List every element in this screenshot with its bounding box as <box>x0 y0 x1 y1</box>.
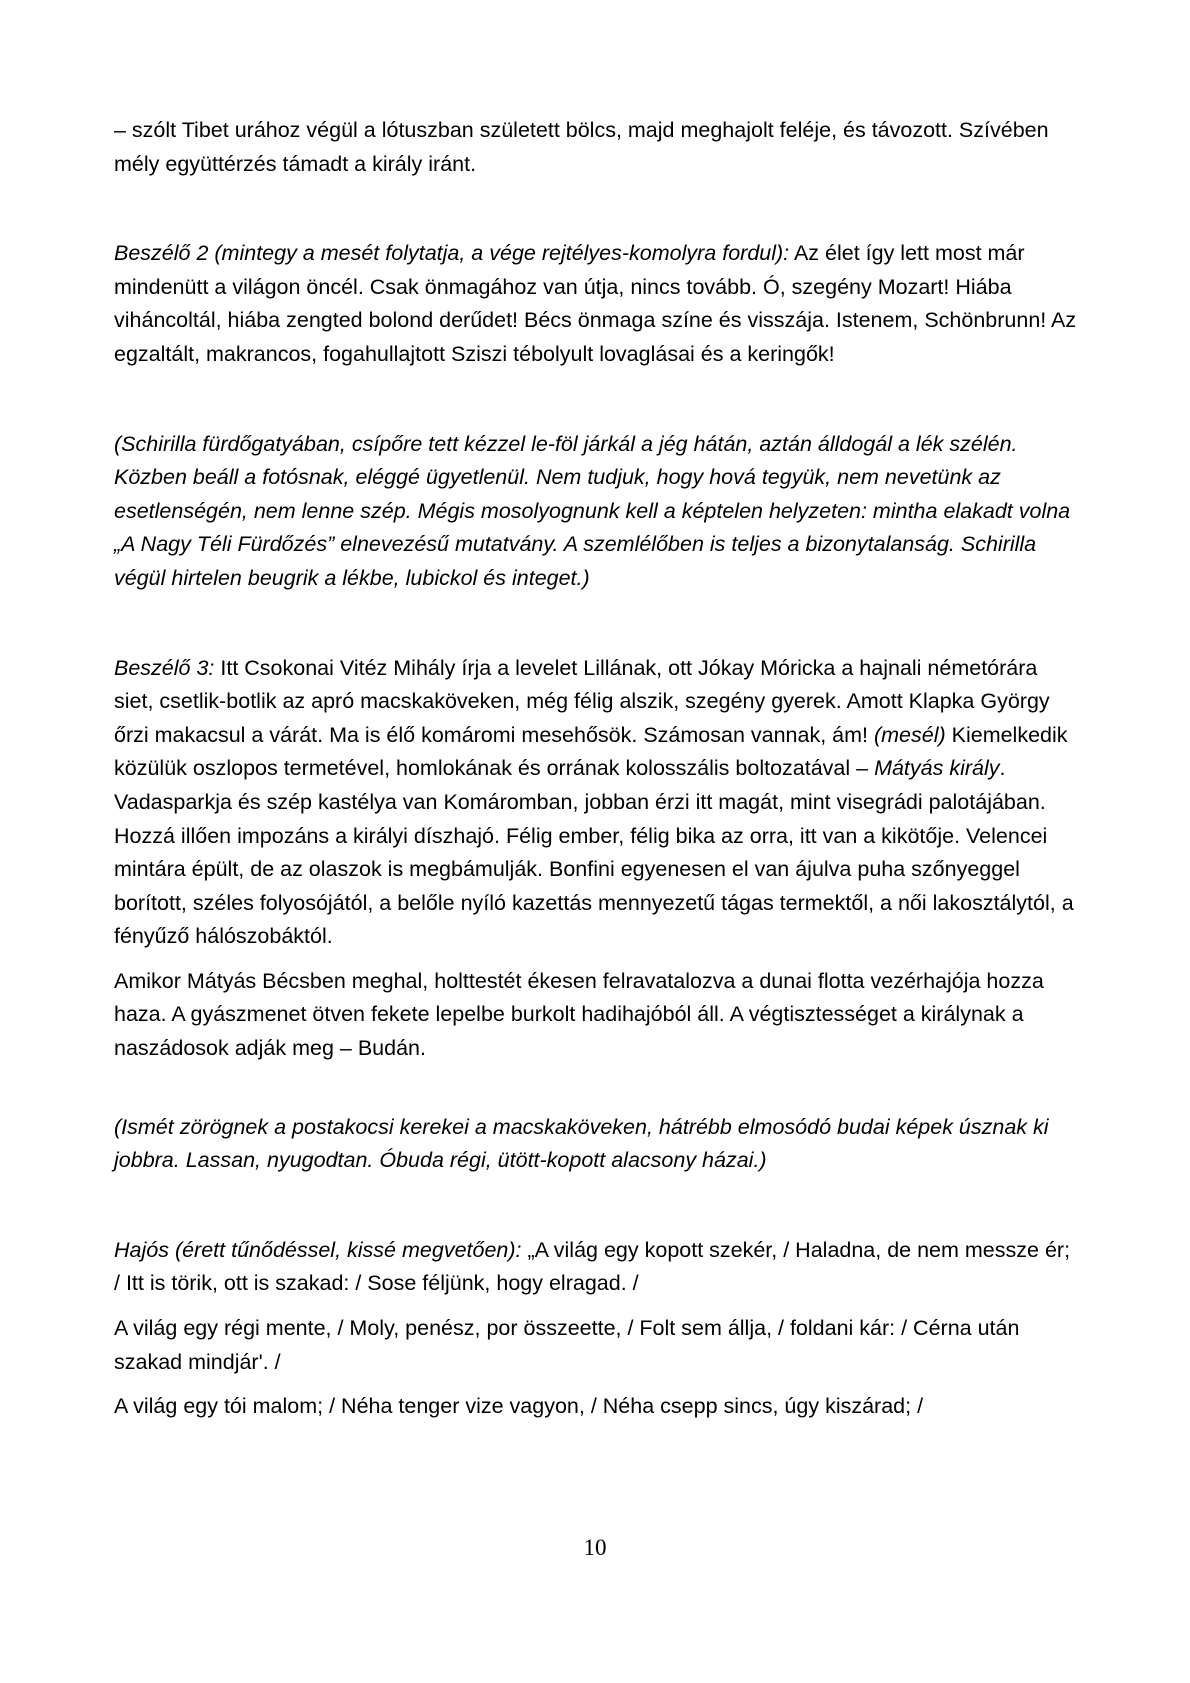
text-run: Az élet így lett most már mindenütt a világon öncél. Csak önmagához van útja, nincs tovább. Ó, szegény Mozart! Hiába viháncoltál, hiába zengted bolond derűdet! Bécs önmaga színe és visszája. Istenem, Schönbrunn! Az egzaltált, makrancos, fogahullajtott Sziszi tébolyult lovaglásai és a keringők! <box>114 241 1077 366</box>
text-run: . Vadasparkja és szép kastélya van Komáromban, jobban érzi itt magát, mint visegrádi palotájában. Hozzá illően impozáns a királyi díszhajó. Félig ember, félig bika az orra, itt van a kikötője. Velencei mintára épült, de az olaszok is megbámulják. Bonfini egyenesen el van ájulva puha szőnyeggel borított, széles folyosójától, a belőle nyíló kazettás mennyezetű tágas termektől, a női lakosztálytól, a fényűző hálószobáktól. <box>114 756 1074 949</box>
speaker-direction: Beszélő 2 (mintegy a mesét folytatja, a vége rejtélyes-komolyra fordul): <box>114 241 790 266</box>
page-number: 10 <box>583 1535 607 1560</box>
paragraph-speaker-2 <box>114 237 1080 371</box>
text-run: „A világ egy kopott szekér, / Haladna, de nem messze ér; / Itt is törik, ott is szakad: / Sose féljünk, hogy elragad. / <box>114 1237 1071 1296</box>
stage-direction-schirilla <box>114 428 1080 596</box>
text-run: Amikor Mátyás Bécsben meghal, holttestét ékesen felravatalozva a dunai flotta vezérhajója hozza haza. A gyászmenet ötven fekete lepelbe burkolt hadihajóból áll. A végtisztességet a királynak a naszádosok adják meg – Budán. <box>114 968 1044 1061</box>
text-run: Itt Csokonai Vitéz Mihály írja a levelet Lillának, ott Jókay Móricka a hajnali németórára siet, csetlik-botlik az apró macskaköveken, még félig alszik, szegény gyerek. Amott Klapka György őrzi makacsul a várát. Ma is élő komáromi mesehősök. Számosan vannak, ám! <box>114 655 1050 747</box>
speaker-label: Beszélő 3: <box>114 655 215 680</box>
speaker-direction: Hajós (érett tűnődéssel, kissé megvetően): <box>114 1237 522 1262</box>
text-run: (Schirilla fürdőgatyában, csípőre tett kézzel le-föl járkál a jég hátán, aztán álldogál a lék szélén. Közben beáll a fotósnak, eléggé ügyetlenül. Nem tudjuk, hogy hová tegyük, nem nevetünk az esetlenségén, nem lenne szép. Mégis mosolyognunk kell a képtelen helyzeten: mintha elakadt volna „A Nagy Téli Fürdőzés” elnevezésű mutatvány. A szemlélőben is teljes a bizonytalanság. Schirilla végül hirtelen beugrik a lékbe, lubickol és integet.) <box>114 431 1071 590</box>
verse-stanza-mente <box>114 1312 1080 1379</box>
stage-direction-postakocsi <box>114 1111 1080 1178</box>
text-run: – szólt Tibet urához végül a lótuszban született bölcs, majd meghajolt feléje, és távozott. Szívében mély együttérzés támadt a király iránt. <box>114 118 1049 176</box>
text-run: A világ egy régi mente, / Moly, penész, por összeette, / Folt sem állja, / foldani kár: / Cérna után szakad mindjár'. / <box>114 1316 1020 1374</box>
text-run: A világ egy tói malom; / Néha tenger vize vagyon, / Néha csepp sincs, úgy kiszárad; / <box>114 1394 924 1419</box>
inline-direction: (mesél) <box>873 722 946 747</box>
paragraph-matyas-death <box>114 965 1080 1066</box>
text-run: (Ismét zörögnek a postakocsi kerekei a macskaköveken, hátrébb elmosódó budai képek úsznak ki jobbra. Lassan, nyugodtan. Óbuda régi, ütött-kopott alacsony házai.) <box>114 1114 1049 1173</box>
text-run: Kiemelkedik közülük oszlopos termetével, homlokának és orrának kolosszális boltozatával – <box>114 722 1068 781</box>
paragraph-hajos <box>114 1234 1080 1301</box>
body-text <box>114 114 1080 1424</box>
paragraph-tibet-ending <box>114 114 1080 181</box>
emphasis-matyas-kiraly: Mátyás király <box>874 756 1000 781</box>
verse-stanza-malom <box>114 1390 1080 1424</box>
paragraph-speaker-3 <box>114 652 1080 954</box>
